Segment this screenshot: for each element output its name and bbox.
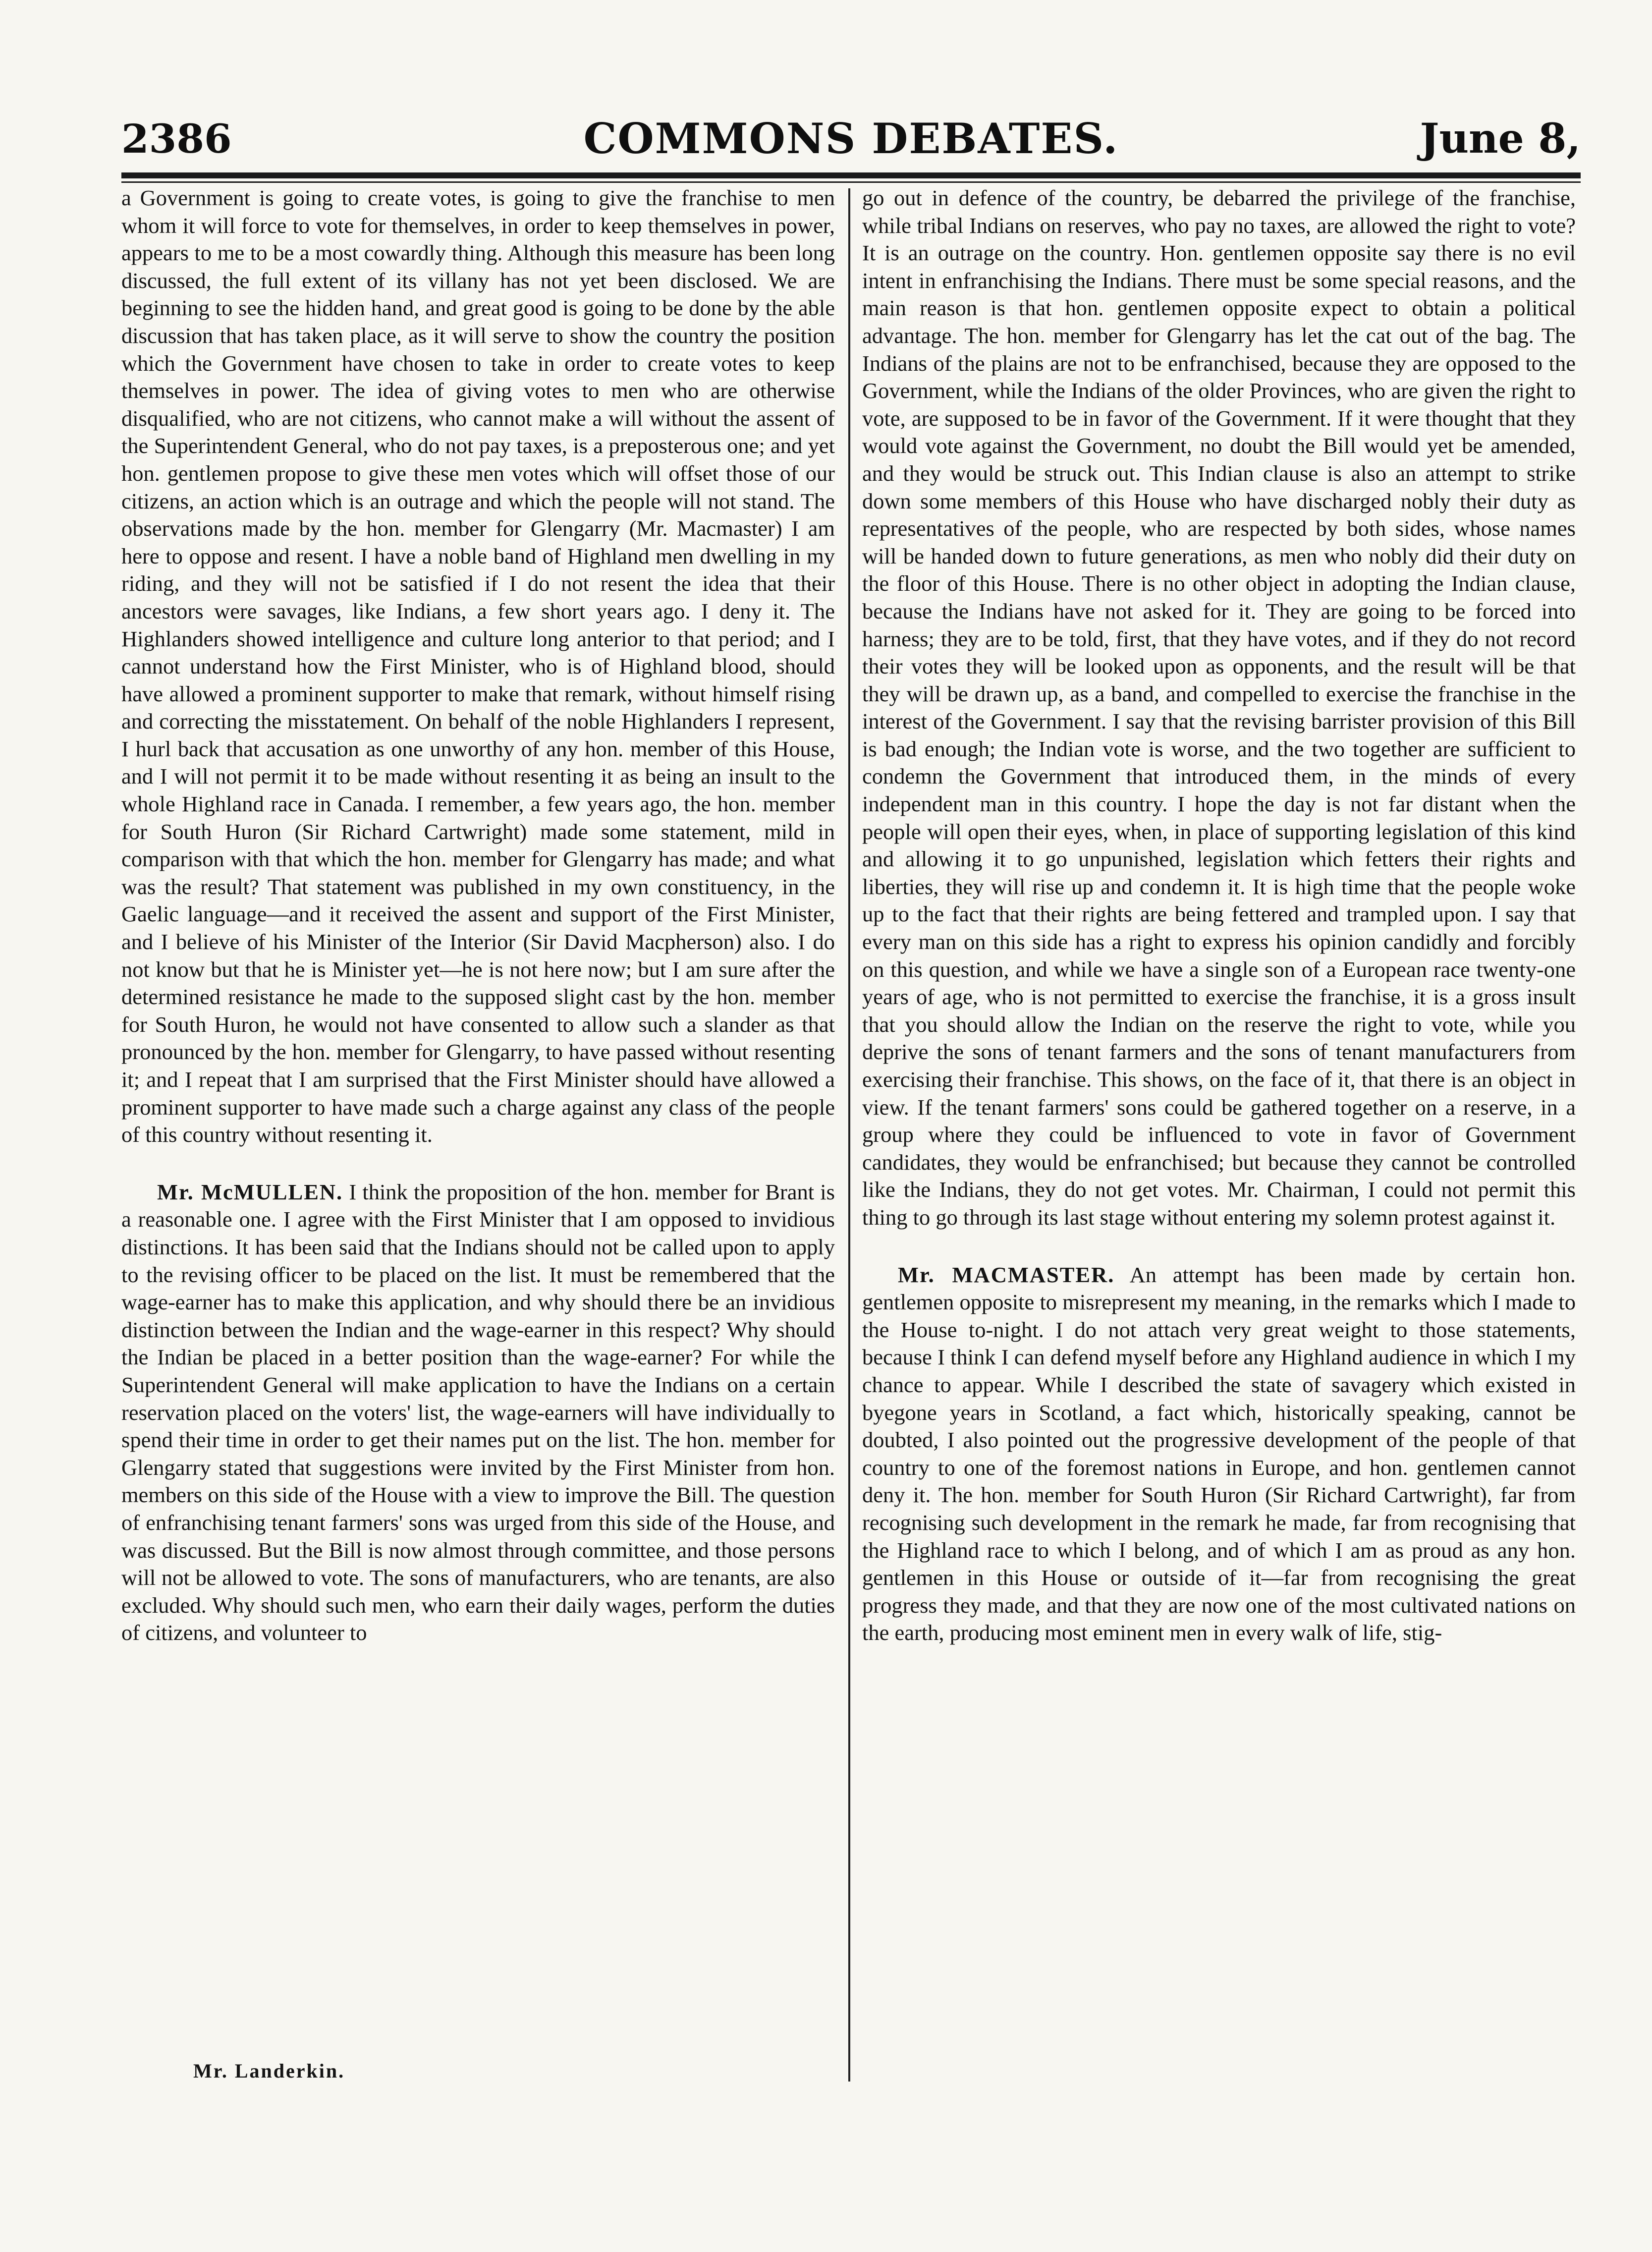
page-number: 2386 [121,115,232,162]
header-rule-thin [121,181,1581,183]
right-paragraph-2: An attempt has been made by certain hon. gentlemen opposite to misrepresent my meaning, in the remarks which I made to the House to-night. I do not attach very great weight to those statements, because I think I can defend myself before any Highland audience in which I my chance to appear. While I described the state of savagery which existed in byegone years in Scotland, a fact which, historically speaking, cannot be doubted, I also pointed out the progressive development of the people of that country to one of the foremost nations in Europe, and hon. gentlemen cannot deny it. The hon. member for South Huron (Sir Richard Cartwright), far from recognising such development in the remark he made, far from recognising that the Highland race to which I belong, and of which I am as proud as any hon. gentlemen in this House or outside of it—far from recognising the great progress they made, and that they are now one of the most cultivated nations on the earth, producing most eminent men in every walk of life, stig- [862,1262,1576,1645]
page-header [121,112,1581,166]
column-divider [848,188,850,2082]
footer-speaker-name: Mr. Landerkin. [193,2060,345,2082]
page-date: June 8, [1420,115,1581,163]
left-speech-mcmullen [121,1179,835,1647]
right-speech-macmaster [862,1261,1576,1647]
speaker-name-macmaster: Mr. MACMASTER. [898,1262,1115,1287]
left-paragraph-1: a Government is going to create votes, is going to give the franchise to men whom it will force to vote for themselves, in order to keep themselves in power, appears to me to be a most cowardly thing. Although this measure has been long discussed, the full extent of its villany has not yet been disclosed. We are beginning to see the hidden hand, and great good is going to be done by the able discussion that has taken place, as it will serve to show the country the position which the Government have chosen to take in order to create votes to keep themselves in power. The idea of giving votes to men who are otherwise disqualified, who are not citizens, who cannot make a will without the assent of the Superintendent General, who do not pay taxes, is a preposterous one; and yet hon. gentlemen propose to give these men votes which will offset those of our citizens, an action which is an outrage and which the people will not stand. The observations made by the hon. member for Glengarry (Mr. Macmaster) I am here to oppose and resent. I have a noble band of Highland men dwelling in my riding, and they will not be satisfied if I do not resent the idea that their ancestors were savages, like Indians, a few short years ago. I deny it. The Highlanders showed intelligence and culture long anterior to that period; and I cannot understand how the First Minister, who is of Highland blood, should have allowed a prominent supporter to make that remark, without himself rising and correcting the misstatement. On behalf of the noble Highlanders I represent, I hurl back that accusation as one unworthy of any hon. member of this House, and I will not permit it to be made without resenting it as being an insult to the whole Highland race in Canada. I remember, a few years ago, the hon. member for South Huron (Sir Richard Cartwright) made some statement, mild in comparison with that which the hon. member for Glengarry has made; and what was the result? That statement was published in my own constituency, in the Gaelic language—and it received the assent and support of the First Minister, and I believe of his Minister of the Interior (Sir David Macpherson) also. I do not know but that he is Minister yet—he is not here now; but I am sure after the determined resistance he made to the supposed slight cast by the hon. member for South Huron, he would not have consented to allow such a slander as that pronounced by the hon. member for Glengarry, to have passed without resenting it; and I repeat that I am surprised that the First Minister should have allowed a prominent supporter to have made such a charge against any class of the people of this country without resenting it. [121,185,835,1147]
speaker-name-mcmullen: Mr. McMULLEN. [157,1179,343,1204]
right-paragraph-1: go out in defence of the country, be debarred the privilege of the franchise, while tribal Indians on reserves, who pay no taxes, are allowed the right to vote? It is an outrage on the country. Hon. gentlemen opposite say there is no evil intent in enfranchising the Indians. There must be some special reasons, and the main reason is that hon. gentlemen opposite expect to obtain a political advantage. The hon. member for Glengarry has let the cat out of the bag. The Indians of the plains are not to be enfranchised, because they are opposed to the Government, while the Indians of the older Provinces, who are given the right to vote, are supposed to be in favor of the Government. If it were thought that they would vote against the Government, no doubt the Bill would yet be amended, and they would be struck out. This Indian clause is also an attempt to strike down some members of this House who have discharged nobly their duty as representatives of the people, who are respected by both sides, whose names will be handed down to future generations, as men who nobly did their duty on the floor of this House. There is no other object in adopting the Indian clause, because the Indians have not asked for it. They are going to be forced into harness; they are to be told, first, that they have votes, and if they do not record their votes they will be looked upon as opponents, and the result will be that they will be drawn up, as a band, and compelled to exercise the franchise in the interest of the Government. I say that the revising barrister provision of this Bill is bad enough; the Indian vote is worse, and the two together are sufficient to condemn the Government that introduced them, in the minds of every independent man in this country. I hope the day is not far distant when the people will open their eyes, when, in place of supporting legislation of this kind and allowing it to go unpunished, legislation which fetters their rights and liberties, they will rise up and condemn it. It is high time that the people woke up to the fact that their rights are being fettered and trampled upon. I say that every man on this side has a right to express his opinion candidly and forcibly on this question, and while we have a single son of a European race twenty-one years of age, who is not permitted to exercise the franchise, it is a gross insult that you should allow the Indian on the reserve the right to vote, while you deprive the sons of tenant farmers and the sons of tenant manufacturers from exercising their franchise. This shows, on the face of it, that there is an object in view. If the tenant farmers' sons could be gathered together on a reserve, in a group where they could be influenced to vote in favor of Government candidates, they would be enfranchised; but because they cannot be controlled like the Indians, they do not get votes. Mr. Chairman, I could not permit this thing to go through its last stage without entering my solemn protest against it. [862,185,1576,1230]
left-paragraph-2: I think the proposition of the hon. member for Brant is a reasonable one. I agree with the First Minister that I am opposed to invidious distinctions. It has been said that the Indians should not be called upon to apply to the revising officer to be placed on the list. It must be remembered that the wage-earner has to make this application, and why should there be an invidious distinction between the Indian and the wage-earner in this respect? Why should the Indian be placed in a better position than the wage-earner? For while the Superintendent General will make application to have the Indians on a certain reservation placed on the voters' list, the wage-earners will have individually to spend their time in order to get their names put on the list. The hon. member for Glengarry stated that suggestions were invited by the First Minister from hon. members on this side of the House with a view to improve the Bill. The question of enfranchising tenant farmers' sons was urged from this side of the House, and was discussed. But the Bill is now almost through committee, and those persons will not be allowed to vote. The sons of manufacturers, who are tenants, are also excluded. Why should such men, who earn their daily wages, perform the duties of citizens, and volunteer to [121,1179,835,1645]
header-rule-thick [121,172,1581,178]
left-column [121,184,835,1647]
right-column [862,184,1576,1647]
running-title: COMMONS DEBATES. [583,114,1119,163]
